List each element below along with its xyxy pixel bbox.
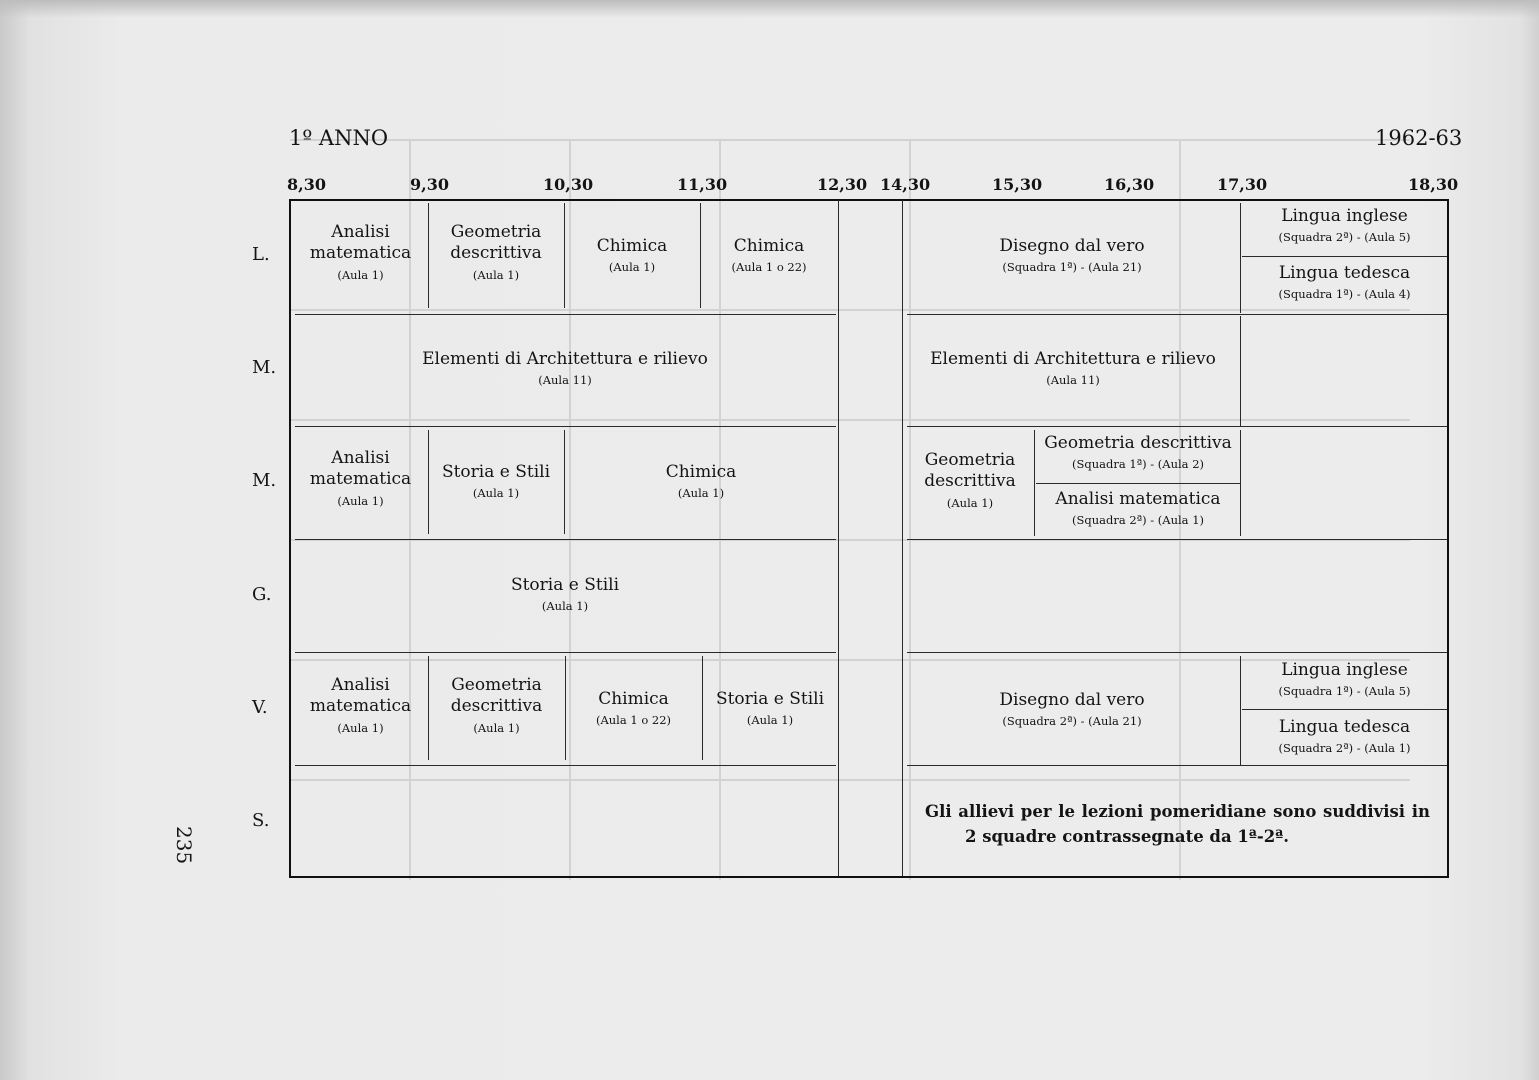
cell-divider (1240, 430, 1241, 536)
subject: Disegno dal vero (999, 236, 1145, 256)
room: (Aula 1) (746, 713, 794, 728)
row-divider (295, 426, 836, 427)
room: (Squadra 2ª) - (Aula 5) (1278, 230, 1411, 245)
schedule-cell (380, 349, 750, 388)
row-divider (907, 314, 1447, 315)
subject: Chimica (598, 689, 669, 709)
room: (Aula 1) (473, 720, 520, 735)
schedule-cell (430, 222, 562, 282)
row-divider (907, 765, 1447, 766)
subject: Lingua inglese (1281, 660, 1408, 680)
subject: Chimica (665, 462, 737, 482)
time-label: 17,30 (1217, 175, 1268, 194)
page-number: 235 (172, 826, 196, 865)
cell-split (1242, 709, 1447, 710)
cell-divider (428, 656, 429, 760)
room: (Aula 1) (472, 486, 520, 501)
schedule-cell (295, 675, 426, 735)
schedule-cell (1242, 263, 1447, 302)
room: (Aula 1) (337, 493, 384, 508)
schedule-cell (566, 236, 698, 275)
time-label: 9,30 (410, 175, 449, 194)
room: (Squadra 1ª) - (Aula 5) (1278, 684, 1411, 699)
day-label-friday: V. (252, 697, 268, 718)
schedule-cell (430, 462, 562, 501)
room: (Aula 1 o 22) (595, 713, 672, 728)
subject: Lingua inglese (1281, 206, 1408, 226)
room: (Squadra 2ª) - (Aula 21) (1002, 714, 1142, 729)
subject: Elementi di Architettura e rilievo (422, 349, 708, 369)
subject: Chimica (596, 236, 668, 256)
schedule-cell (1242, 206, 1447, 245)
subject: Chimica (733, 236, 805, 256)
schedule-cell (480, 575, 650, 614)
row-divider (907, 652, 1447, 653)
lunch-divider-right (902, 200, 903, 876)
subject: Geometria descrittiva (450, 222, 542, 264)
schedule-cell (1242, 660, 1447, 699)
schedule-cell (960, 236, 1184, 275)
schedule-cell (908, 349, 1238, 388)
subject: Analisi matematica (309, 222, 412, 264)
schedule-cell (295, 448, 426, 508)
lunch-divider-left (838, 200, 839, 876)
page-edge-shadow (0, 0, 1539, 18)
row-divider (907, 426, 1447, 427)
day-label-monday: L. (252, 244, 270, 265)
subject: Elementi di Architettura e rilievo (930, 349, 1216, 369)
schedule-cell (567, 689, 700, 728)
academic-year: 1962-63 (1375, 126, 1463, 150)
room: (Squadra 2ª) - (Aula 1) (1071, 513, 1204, 528)
room: (Aula 1) (946, 495, 994, 510)
day-label-saturday: S. (252, 810, 270, 831)
cell-divider (564, 203, 565, 308)
cell-divider (564, 430, 565, 534)
time-label: 15,30 (992, 175, 1043, 194)
time-label: 18,30 (1408, 175, 1459, 194)
schedule-cell (702, 236, 836, 275)
cell-divider (700, 203, 701, 308)
schedule-cell (908, 450, 1032, 510)
room: (Aula 1) (541, 599, 589, 614)
schedule-cell (566, 462, 836, 501)
subject: Geometria descrittiva (924, 450, 1016, 492)
cell-split (1036, 483, 1240, 484)
squad-note (925, 800, 1430, 850)
time-label: 8,30 (287, 175, 326, 194)
note-line: 2 squadre contrassegnate da 1ª-2ª. (965, 826, 1290, 846)
subject: Analisi matematica (309, 448, 412, 490)
subject: Disegno dal vero (999, 690, 1145, 710)
time-label: 12,30 (817, 175, 868, 194)
cell-split (1242, 256, 1447, 257)
subject: Analisi matematica (309, 675, 412, 717)
day-label-thursday: G. (252, 584, 272, 605)
row-divider (295, 314, 836, 315)
cell-divider (428, 430, 429, 534)
room: (Aula 1 o 22) (731, 260, 807, 275)
schedule-cell (430, 675, 563, 735)
room: (Aula 1) (677, 486, 725, 501)
time-label: 16,30 (1104, 175, 1155, 194)
subject: Lingua tedesca (1278, 263, 1411, 283)
year-label: 1º ANNO (289, 126, 389, 150)
subject: Geometria descrittiva (1044, 433, 1232, 453)
subject: Storia e Stili (441, 462, 551, 482)
room: (Squadra 1ª) - (Aula 4) (1278, 287, 1411, 302)
subject: Storia e Stili (715, 689, 825, 709)
room: (Aula 1) (337, 720, 384, 735)
room: (Aula 1) (472, 267, 520, 282)
time-label: 14,30 (880, 175, 931, 194)
day-label-wednesday: M. (252, 470, 277, 491)
schedule-cell (704, 689, 836, 728)
row-divider (907, 539, 1447, 540)
cell-divider (1240, 656, 1241, 765)
cell-divider (702, 656, 703, 760)
room: (Aula 1) (337, 267, 384, 282)
subject: Storia e Stili (510, 575, 620, 595)
cell-divider (1240, 316, 1241, 426)
room: (Squadra 2ª) - (Aula 1) (1278, 741, 1411, 756)
schedule-cell (960, 690, 1184, 729)
note-line: Gli allievi per le lezioni pomeridiane sono suddivisi in (925, 802, 1430, 821)
time-label: 11,30 (677, 175, 728, 194)
cell-divider (565, 656, 566, 760)
room: (Squadra 1ª) - (Aula 21) (1002, 260, 1142, 275)
row-divider (295, 765, 836, 766)
cell-divider (1240, 203, 1241, 313)
row-divider (295, 652, 836, 653)
row-divider (295, 539, 836, 540)
room: (Aula 11) (1046, 373, 1100, 388)
schedule-cell (295, 222, 426, 282)
cell-divider (1034, 430, 1035, 536)
subject: Geometria descrittiva (450, 675, 543, 717)
room: (Aula 11) (538, 373, 592, 388)
day-label-tuesday: M. (252, 357, 277, 378)
cell-divider (428, 203, 429, 308)
subject: Analisi matematica (1055, 489, 1221, 509)
time-label: 10,30 (543, 175, 594, 194)
room: (Squadra 1ª) - (Aula 2) (1071, 457, 1204, 472)
subject: Lingua tedesca (1278, 717, 1411, 737)
room: (Aula 1) (608, 260, 656, 275)
schedule-cell (1036, 433, 1240, 472)
schedule-cell (1242, 717, 1447, 756)
schedule-cell (1036, 489, 1240, 528)
